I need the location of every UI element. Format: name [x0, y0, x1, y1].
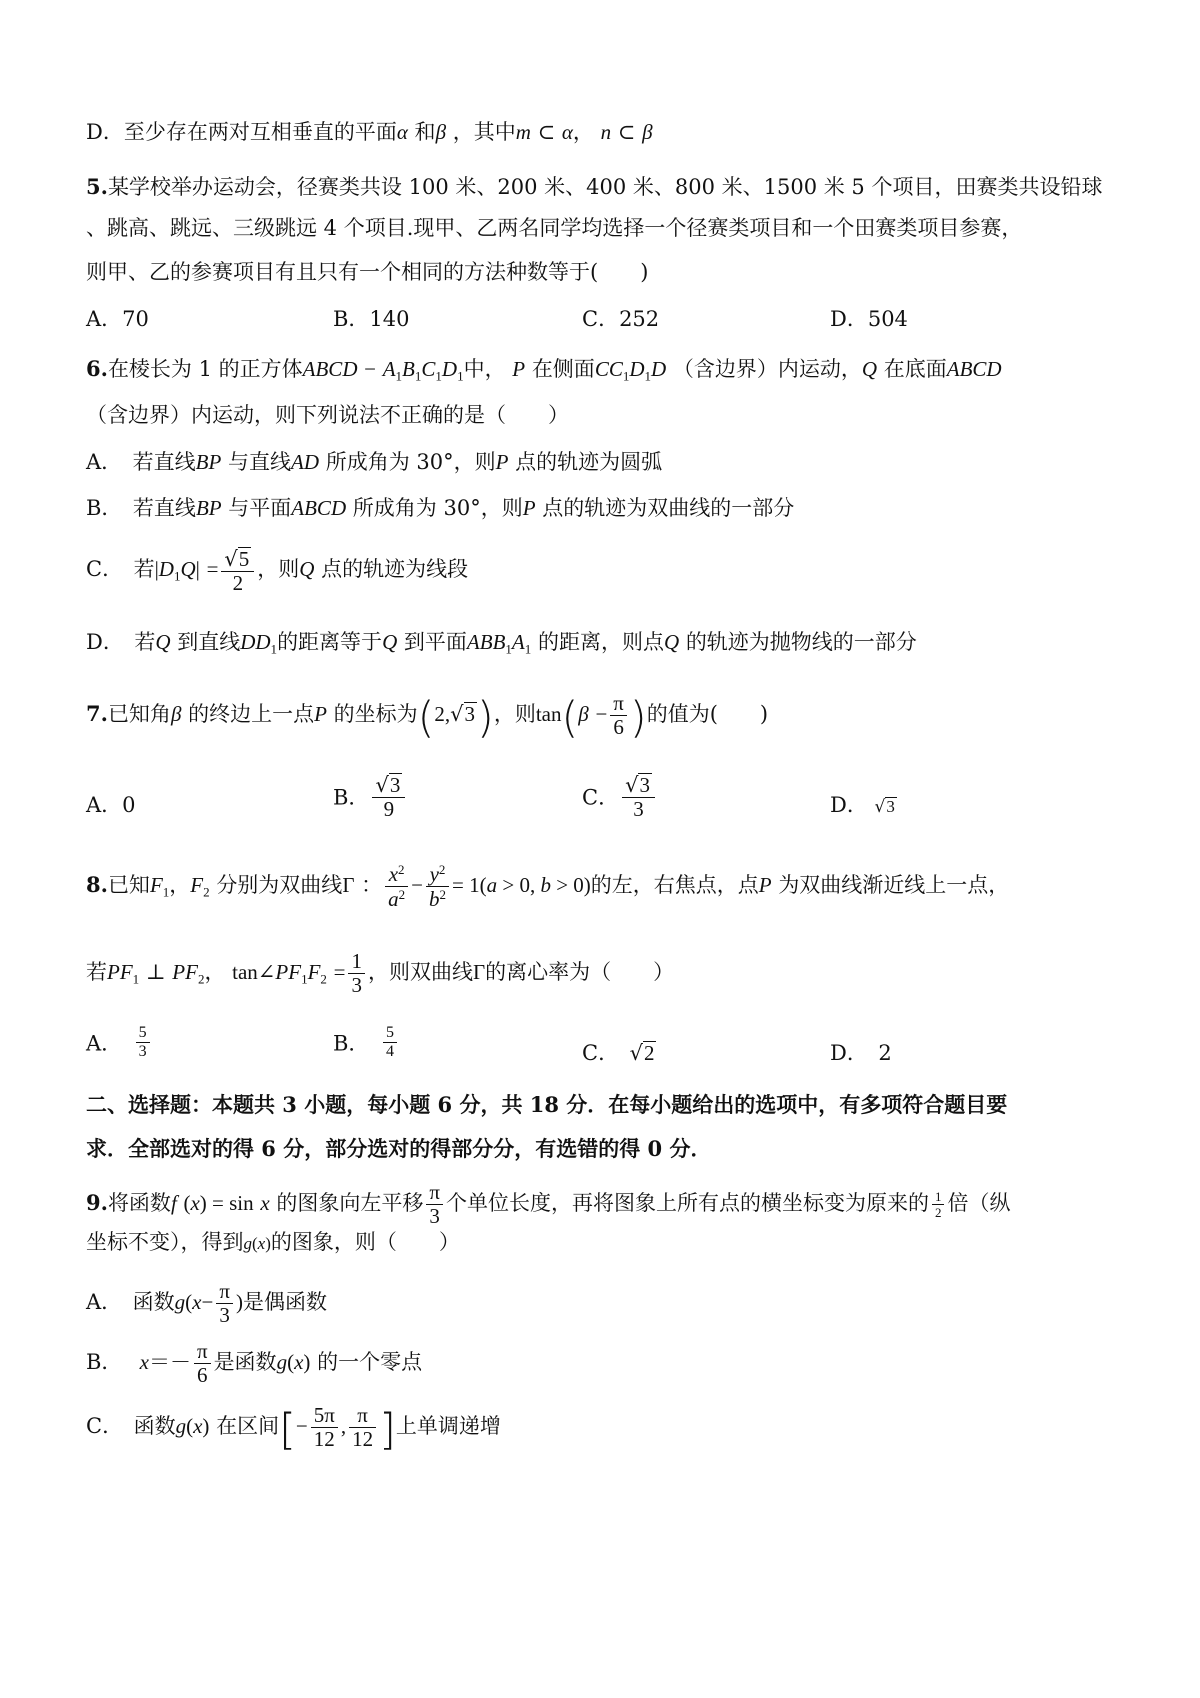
fraction-1-over-3: $\frac{1}{3}$: [348, 950, 365, 997]
fraction-pi-over-6-b: $\frac{\pi}{6}$: [194, 1340, 211, 1387]
math-beta: β: [435, 120, 447, 144]
q9-option-a: A． 函数g(x− $\frac{\pi}{3}$ )是偶函数: [86, 1279, 327, 1327]
q5-line-1: 5.某学校举办运动会，径赛类共设 100 米、200 米、400 米、800 米、1500 米 5 个项目，田赛类共设铅球: [86, 174, 1103, 199]
fraction-pi-over-12: $\frac{\pi}{12}$: [349, 1404, 376, 1451]
q7-option-d: D． √3: [830, 793, 895, 817]
fraction-pi-over-3: $\frac{\pi}{3}$: [426, 1181, 443, 1228]
math-alpha: α: [396, 120, 408, 144]
q5-line-2: 、跳高、跳远、三级跳远 4 个项目.现甲、乙两名同学均选择一个径赛类项目和一个田赛类项目参赛，: [86, 216, 1023, 240]
math-cube-name: ABCD: [302, 357, 358, 381]
q6-option-d: D． 若Q 到直线$DD_1$的距离等于Q 到平面$ABB_1A_1$ 的距离，则点Q 的轨迹为抛物线的一部分: [86, 630, 917, 657]
q7-number: 7.: [86, 701, 108, 726]
fraction-1-over-2: $\frac{1}{2}$: [932, 1189, 945, 1220]
q6-option-a: A． 若直线BP 与直线AD 所成角为 30°，则P 点的轨迹为圆弧: [86, 450, 663, 474]
fraction-5pi-over-12: $\frac{5\pi}{12}$: [311, 1404, 338, 1451]
q8-number: 8.: [86, 872, 108, 898]
fraction-x2-over-a2: $\frac{x^2}{a^2}$: [385, 862, 408, 911]
fraction-5-over-4: $\frac{5}{4}$: [383, 1024, 397, 1061]
q6-line-2: （含边界）内运动，则下列说法不正确的是（ ）: [86, 403, 569, 427]
q6-number: 6.: [86, 356, 108, 381]
q5-option-a: A．70: [86, 307, 149, 331]
q9-stem: 9.将函数f (x) = sin x 的图象向左平移 $\frac{\pi}{3}$ 个单位长度，再将图象上所有点的横坐标变为原来的 $\frac{1}{2}$ 倍（纵: [86, 1180, 1011, 1228]
q7-stem: 7.已知角β 的终边上一点P 的坐标为(2,√3)，则tan(β − $\frac{\pi}{6}$ )的值为( ): [86, 691, 769, 743]
q6-line-1: 6.在棱长为 1 的正方体ABCD − $A_1B_1C_1D_1$中， P 在侧面$CC_1D_1D$ （含边界）内运动，Q 在底面ABCD: [86, 356, 1002, 384]
math-face: $CC_1D_1D$: [594, 357, 667, 384]
fraction-y2-over-b2: $\frac{y^2}{b^2}$: [426, 862, 449, 911]
q6-option-c: C． 若$|D_1Q|$ = $\frac{√5}{2}$ ，则Q 点的轨迹为线段: [86, 547, 469, 596]
q7-option-b: B． $\frac{√3}{9}$: [333, 772, 408, 821]
math-m-subset-alpha: m: [515, 120, 531, 144]
fraction-sqrt3-over-9: $\frac{√3}{9}$: [372, 772, 405, 821]
fraction-sqrt5-over-2: $\frac{√5}{2}$: [221, 546, 254, 595]
q9-option-c: C． 函数g(x) 在区间[− $\frac{5\pi}{12}$ , $\frac{\pi}{12}$ ]上单调递增: [86, 1403, 501, 1455]
q9-line-2: 坐标不变），得到g(x)的图象，则（ ）: [86, 1230, 460, 1254]
q6-option-b: B． 若直线BP 与平面ABCD 所成角为 30°，则P 点的轨迹为双曲线的一部分: [86, 496, 795, 520]
q5-option-d: D．504: [830, 307, 908, 331]
fraction-5-over-3: $\frac{5}{3}$: [136, 1024, 150, 1061]
q7-option-c: C． $\frac{√3}{3}$: [582, 772, 658, 821]
q8-option-a: A． $\frac{5}{3}$: [86, 1024, 153, 1061]
q7-option-a: A．0: [86, 793, 136, 817]
fraction-pi-over-3-b: $\frac{\pi}{3}$: [216, 1280, 233, 1327]
q4-option-d: D．至少存在两对互相垂直的平面α 和β ，其中m ⊂ α， n ⊂ β: [86, 120, 653, 144]
q5-option-c: C．252: [582, 307, 660, 331]
q8-line-2: 若$PF_1$ ⊥ $PF_2$， $\tan\angle PF_1F_2$ = $\frac{1}{3}$ ，则双曲线Γ的离心率为（ ）: [86, 949, 675, 997]
q5-option-b: B．140: [333, 307, 410, 331]
q9-number: 9.: [86, 1190, 108, 1215]
q8-option-d: D． 2: [830, 1041, 892, 1065]
q5-number: 5.: [86, 174, 108, 199]
section-2-heading-line-2: 求．全部选对的得 6 分，部分选对的得部分分，有选错的得 0 分．: [86, 1136, 712, 1161]
q8-option-b: B． $\frac{5}{4}$: [333, 1024, 400, 1061]
q5-line-3: 则甲、乙的参赛项目有且只有一个相同的方法种数等于( ): [86, 260, 649, 284]
q8-option-c: C． √2: [582, 1041, 655, 1065]
section-2-heading-line-1: 二、选择题：本题共 3 小题，每小题 6 分，共 18 分．在每小题给出的选项中，有多项符合题目要: [86, 1092, 1008, 1117]
q9-option-b: B． x＝－ $\frac{\pi}{6}$ 是函数g(x) 的一个零点: [86, 1339, 423, 1387]
q8-stem: 8.已知$F_1$，$F_2$ 分别为双曲线Γ ： $\frac{x^2}{a^2}$ − $\frac{y^2}{b^2}$ = 1(a > 0, b > 0)的左，右焦点，点P 为双曲线渐近线上一点，: [86, 862, 1010, 912]
fraction-sqrt3-over-3: $\frac{√3}{3}$: [622, 772, 655, 821]
fraction-pi-over-6: $\frac{\pi}{6}$: [610, 692, 627, 739]
